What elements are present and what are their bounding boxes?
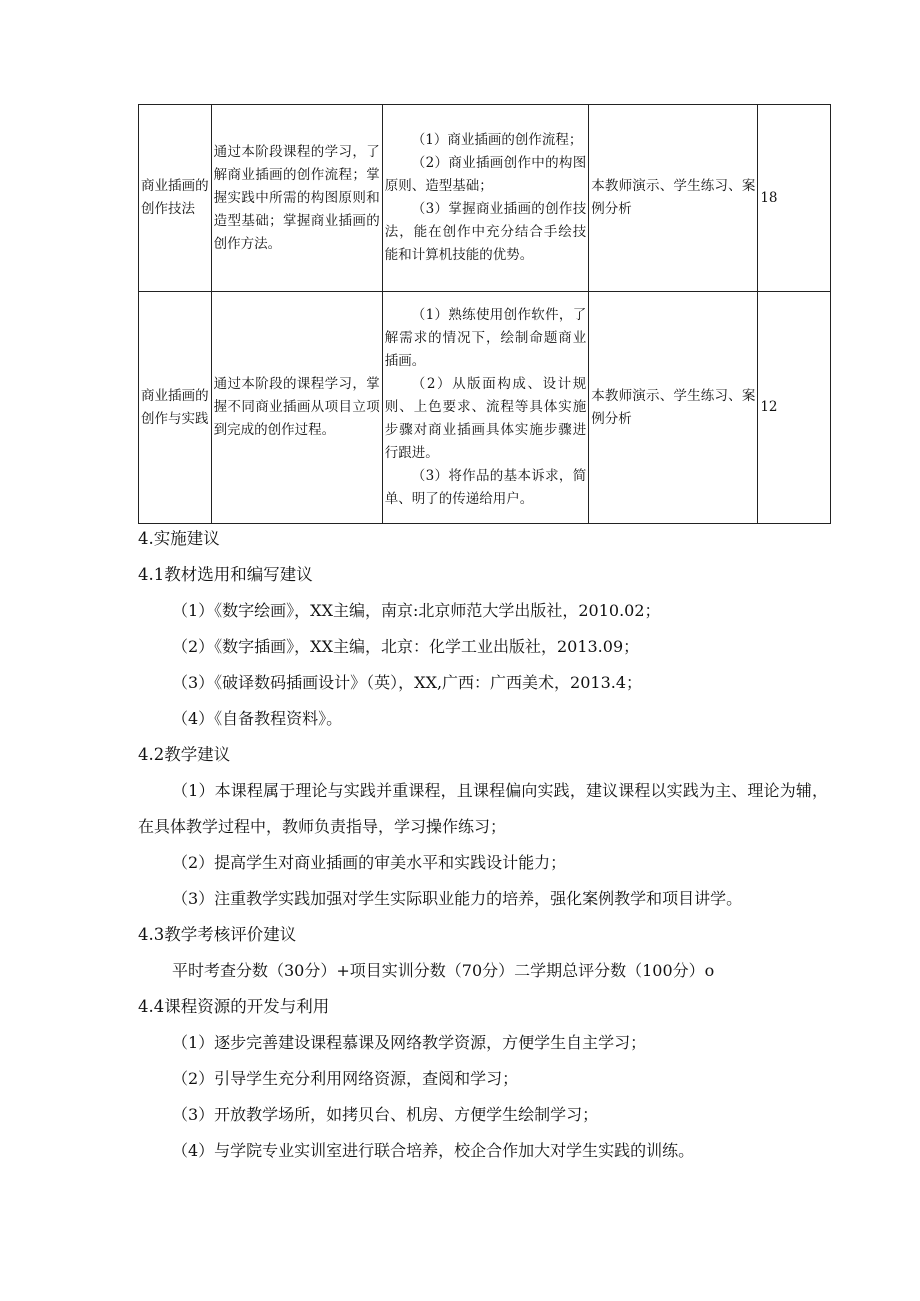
subsection-heading-resources: 4.4课程资源的开发与利用	[138, 997, 330, 1016]
content-cell	[382, 105, 588, 292]
content-item: （1）熟练使用创作软件，了解需求的情况下，绘制命题商业插画。	[384, 307, 587, 369]
hours-cell: 12	[758, 292, 831, 524]
content-item: （3）掌握商业插画的创作技法，能在创作中充分结合手绘技能和计算机技能的优势。	[384, 201, 587, 263]
resource-item: （4）与学院专业实训室进行联合培养，校企合作加大对学生实践的训练。	[172, 1141, 695, 1160]
textbook-item: （4）《自备教程资料》。	[172, 709, 343, 728]
section-heading: 4.实施建议	[138, 529, 220, 548]
textbook-item: （3）《破译数码插画设计》（英），XX,广西：广西美术，2013.4；	[172, 673, 643, 692]
teaching-method-cell: 本教师演示、学生练习、案例分析	[589, 292, 758, 524]
content-item: （1）商业插画的创作流程；	[411, 132, 583, 148]
content-cell	[382, 292, 588, 524]
module-name-cell: 商业插画的创作与实践	[139, 292, 212, 524]
content-item: （3）将作品的基本诉求，简单、明了的传递给用户。	[384, 468, 587, 507]
implementation-suggestions	[138, 521, 838, 1169]
content-item: （2）从版面构成、设计规则、上色要求、流程等具体实施步骤对商业插画具体实施步骤进行跟进。	[384, 376, 587, 461]
module-name-cell: 商业插画的创作技法	[139, 105, 212, 292]
hours-cell: 18	[758, 105, 831, 292]
resource-item: （1）逐步完善建设课程慕课及网络教学资源，方便学生自主学习；	[172, 1033, 647, 1052]
teaching-suggestion-item: （3）注重教学实践加强对学生实际职业能力的培养，强化案例教学和项目讲学。	[172, 889, 743, 908]
subsection-heading-textbooks: 4.1教材选用和编写建议	[138, 565, 313, 584]
course-content-table	[138, 104, 831, 524]
assessment-text: 平时考查分数（30分）+项目实训分数（70分）二学期总评分数（100分）o	[172, 961, 715, 980]
teaching-suggestion-item: （1）本课程属于理论与实践并重课程，且课程偏向实践，建议课程以实践为主、理论为辅，在具体教学过程中，教师负责指导，学习操作练习；	[138, 781, 828, 836]
table-row	[139, 292, 831, 524]
content-item: （2）商业插画创作中的构图原则、造型基础；	[384, 155, 587, 194]
table-row	[139, 105, 831, 292]
resource-item: （3）开放教学场所，如拷贝台、机房、方便学生绘制学习；	[172, 1105, 599, 1124]
learning-goal-cell: 通过本阶段课程的学习，了解商业插画的创作流程；掌握实践中所需的构图原则和造型基础；掌握商业插画的创作方法。	[211, 105, 382, 292]
subsection-heading-assessment: 4.3教学考核评价建议	[138, 925, 297, 944]
textbook-item: （2）《数字插画》，XX主编，北京：化学工业出版社，2013.09；	[172, 637, 640, 656]
subsection-heading-teaching: 4.2教学建议	[138, 745, 231, 764]
resource-item: （2）引导学生充分利用网络资源，查阅和学习；	[172, 1069, 519, 1088]
teaching-suggestion-item: （2）提高学生对商业插画的审美水平和实践设计能力；	[172, 853, 567, 872]
textbook-item: （1）《数字绘画》，XX主编，南京:北京师范大学出版社，2010.02；	[172, 601, 661, 620]
learning-goal-cell: 通过本阶段的课程学习，掌握不同商业插画从项目立项到完成的创作过程。	[211, 292, 382, 524]
teaching-method-cell: 本教师演示、学生练习、案例分析	[589, 105, 758, 292]
